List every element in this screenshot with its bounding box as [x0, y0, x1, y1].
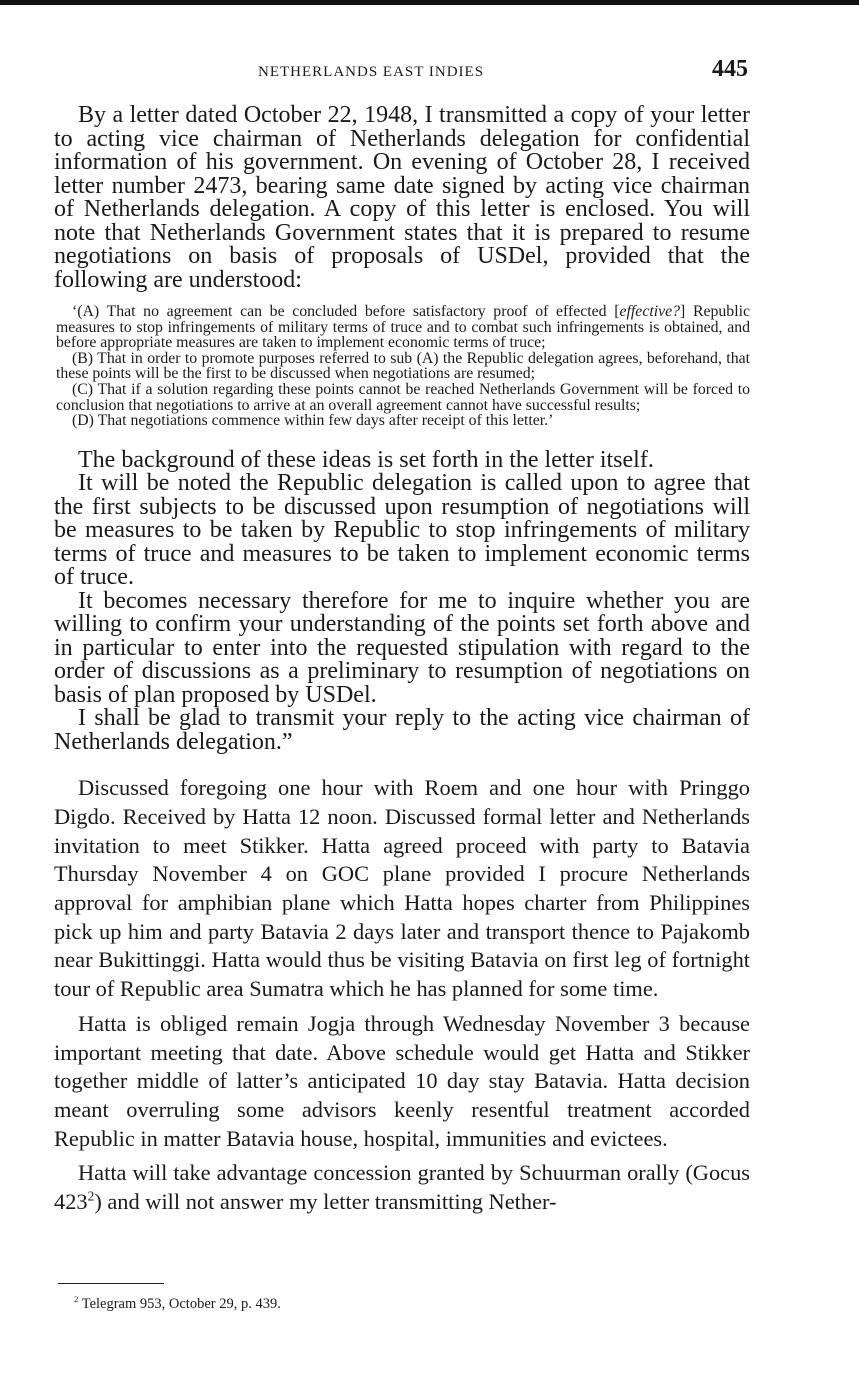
condition-d: (D) That negotiations commence within few days after receipt of this letter.’	[72, 412, 554, 430]
quoted-conditions	[54, 304, 750, 429]
footnote-text: Telegram 953, October 29, p. 439.	[81, 1296, 281, 1312]
paragraph-letter-intro: By a letter dated October 22, 1948, I transmitted a copy of your letter to acting vice chairman of Netherlands delegation for confidential information of his government. On evening of October 28, I received letter number 2473, bearing same date signed by acting vice chairman of Netherlands delegation. A copy of this letter is enclosed. You will note that Netherlands Government states that it is prepared to resume negotiations on basis of proposals of USDel, provided that the following are understood:	[54, 102, 750, 293]
condition-c: (C) That if a solution regarding these points cannot be reached Netherlands Government will be forced to conclusion that negotiations to arrive at an overall agreement cannot have successful results;	[56, 380, 750, 414]
page-header	[54, 56, 750, 86]
footnote-marker: 2	[74, 1294, 79, 1305]
running-head: NETHERLANDS EAST INDIES	[258, 64, 485, 80]
paragraph-inquire: It becomes necessary therefore for me to inquire whether you are willing to confirm your understanding of the points set forth above and in particular to enter into the requested stipulation with regard to the order of discussions as a preliminary to resumption of negotiations on basis of plan proposed by USDel.	[54, 587, 750, 708]
footnote-rule	[58, 1283, 164, 1284]
footnote-ref: 2	[87, 1188, 95, 1204]
paragraph-hatta-concession	[54, 1159, 750, 1216]
condition-a-italic: effective?	[619, 303, 681, 320]
paragraph-noted: It will be noted the Republic delegation is called upon to agree that the first subjects to be discussed upon resumption of negotiations will be measures to be taken by Republic to stop infringements of military terms of truce and measures to be taken to implement economic terms of truce.	[54, 470, 750, 591]
paragraph-background: The background of these ideas is set forth in the letter itself.	[78, 446, 654, 473]
condition-a	[56, 304, 750, 351]
top-edge-rule	[0, 0, 859, 5]
condition-a-pre: ‘(A) That no agreement can be concluded before satisfactory proof of effected [	[72, 303, 620, 320]
paragraph-transmit-reply: I shall be glad to transmit your reply to the acting vice chairman of Netherlands delegation.”	[54, 705, 750, 755]
paragraph-discussed: Discussed foregoing one hour with Roem and one hour with Pringgo Digdo. Received by Hatta 12 noon. Discussed formal letter and Netherlands invitation to meet Stikker. Hatta agreed proceed with party to Batavia Thursday November 4 on GOC plane provided I procure Netherlands approval for amphibian plane which Hatta hopes charter from Philippines pick up him and party Batavia 2 days later and transport thence to Pajakomb near Bukittinggi. Hatta would thus be visiting Batavia on first leg of fortnight tour of Republic area Sumatra which he has planned for some time.	[54, 775, 750, 1002]
footnote	[74, 1296, 281, 1313]
page-body	[54, 104, 750, 1217]
condition-a-post: ] Republic measures to stop infringements of military terms of truce and to combat such infringements is obtained, and before appropriate measures are taken to implement economic terms of truce;	[56, 303, 750, 352]
condition-b: (B) That in order to promote purposes referred to sub (A) the Republic delegation agrees, beforehand, that these points will be the first to be discussed when negotiations are resumed;	[56, 349, 750, 383]
concession-pre: Hatta will take advantage concession granted by Schuurman orally (Gocus 423	[54, 1160, 750, 1215]
concession-post: ) and will not answer my letter transmitting Nether-	[94, 1189, 557, 1215]
page-number: 445	[712, 56, 748, 82]
paragraph-hatta-obliged: Hatta is obliged remain Jogja through Wednesday November 3 because important meeting that date. Above schedule would get Hatta and Stikker together middle of latter’s anticipated 10 day stay Batavia. Hatta decision meant overruling some advisors keenly resentful treatment accorded Republic in matter Batavia house, hospital, immunities and evictees.	[54, 1010, 750, 1151]
